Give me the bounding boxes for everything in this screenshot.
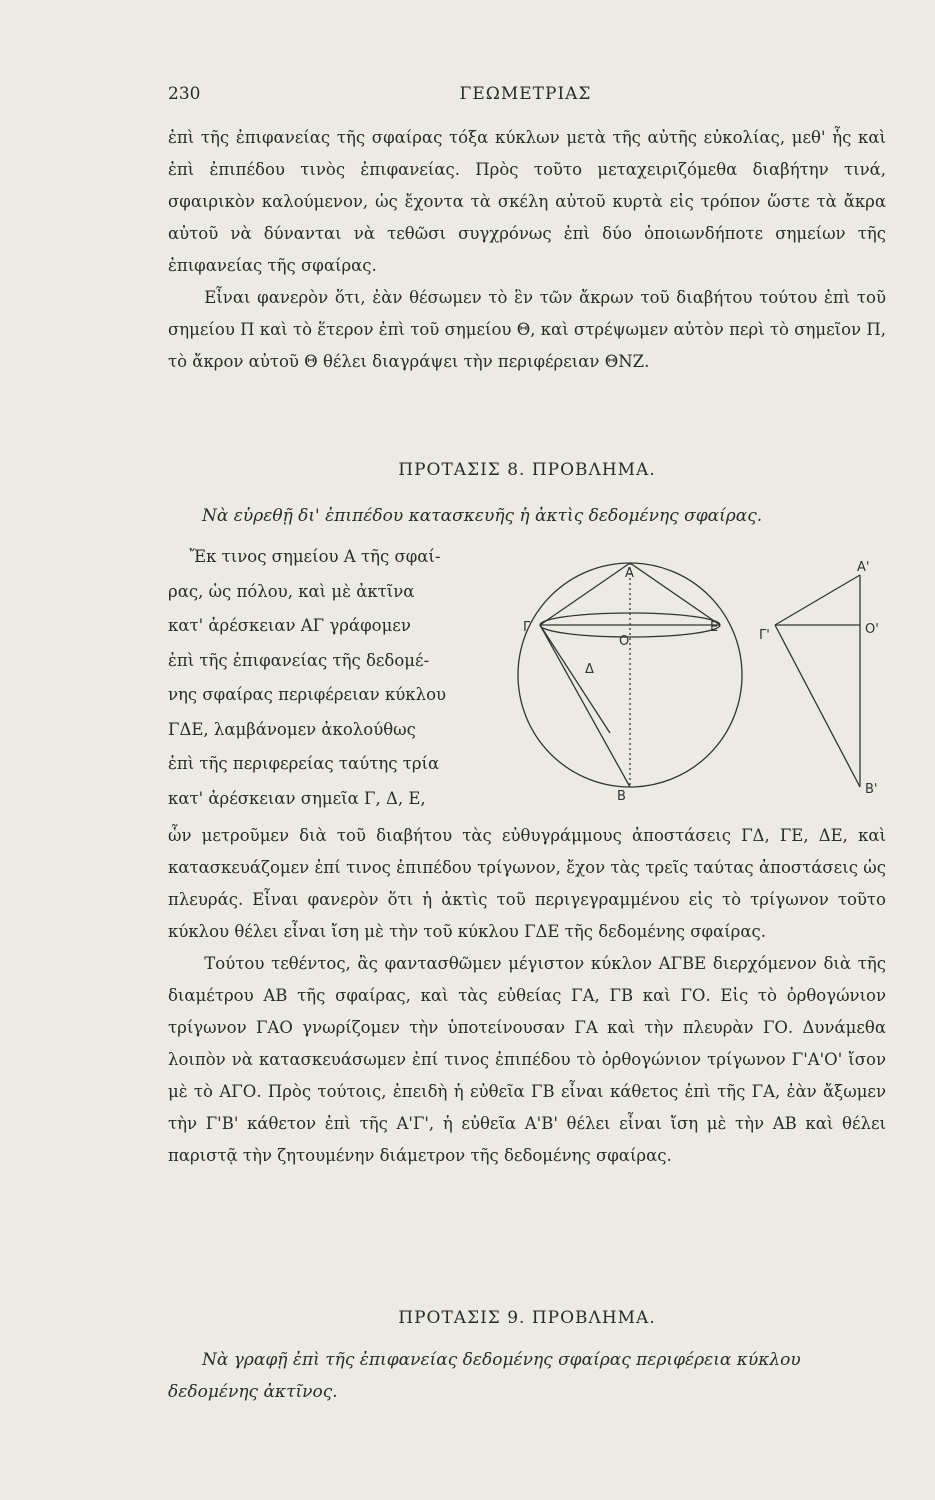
text-line: ρας, ὡς πόλου, καὶ μὲ ἀκτῖνα: [168, 581, 415, 601]
paragraph-1: ἐπὶ τῆς ἐπιφανείας τῆς σφαίρας τόξα κύκλων μετὰ τῆς αὐτῆς εὐκολίας, μεθ' ἧς καὶ ἐπὶ ἐπιπέδου τινὸς ἐπιφανείας. Πρὸς τοῦτο μεταχειριζόμεθα διαβήτην τινά, σφαιρικὸν καλούμενον, ὡς ἔχοντα τὰ σκέλη αὐτοῦ κυρτὰ εἰς τρόπον ὥστε τὰ ἄκρα αὐτοῦ νὰ δύνανται νὰ τεθῶσι συγχρόνως ἐπὶ δύο ὁποιωνδήποτε σημείων τῆς ἐπιφανείας τῆς σφαίρας.: [168, 128, 886, 275]
proposition-8-text-full: [168, 820, 886, 1172]
label-o: Ο: [619, 634, 630, 649]
line-gd: [540, 625, 610, 733]
paragraph-4: Τούτου τεθέντος, ἂς φαντασθῶμεν μέγιστον κύκλον ΑΓΒΕ διερχόμενον διὰ τῆς διαμέτρου ΑΒ τῆς σφαίρας, καὶ τὰς εὐθείας ΓΑ, ΓΒ καὶ ΓΟ. Εἰς τὸ ὀρθογώνιον τρίγωνον ΓΑΟ γνωρίζομεν τὴν ὑποτείνουσαν ΓΑ καὶ τὴν πλευρὰν ΓΟ. Δυνάμεθα λοιπὸν νὰ κατασκευάσωμεν ἐπί τινος ἐπιπέδου τὸ ὀρθογώνιον τρίγωνον Γ'Α'Ο' ἴσον μὲ τὸ ΑΓΟ. Πρὸς τούτοις, ἐπειδὴ ἡ εὐθεῖα ΓΒ εἶναι κάθετος ἐπὶ τῆς ΓΑ, ἐὰν ἄξωμεν τὴν Γ'Β' κάθετον ἐπὶ τῆς Α'Γ', ἡ εὐθεῖα Α'Β' θέλει εἶναι ἴση μὲ τὴν ΑΒ καὶ θέλει παριστᾷ τὴν ζητουμένην διάμετρον τῆς δεδομένης σφαίρας.: [168, 954, 886, 1165]
label-a: Α: [625, 566, 634, 581]
text-line: κατ' ἀρέσκειαν ΑΓ γράφομεν: [168, 616, 411, 635]
label-a-prime: Α': [857, 560, 870, 575]
proposition-8-statement: Νὰ εὑρεθῇ δι' ἐπιπέδου κατασκευῆς ἡ ἀκτὶς δεδομένης σφαίρας.: [202, 506, 763, 526]
line-a2g2: [775, 575, 860, 625]
proposition-9-heading: ΠΡΟΤΑΣΙΣ 9. ΠΡΟΒΛΗΜΑ.: [398, 1308, 656, 1328]
text-line: ἐπὶ τῆς περιφερείας ταύτης τρία: [168, 754, 440, 773]
paragraph-2: Εἶναι φανερὸν ὅτι, ἐὰν θέσωμεν τὸ ἓν τῶν ἄκρων τοῦ διαβήτου τούτου ἐπὶ τοῦ σημείου Π καὶ τὸ ἕτερον ἐπὶ τοῦ σημείου Θ, καὶ στρέψωμεν αὐτὸν περὶ τὸ σημεῖον Π, τὸ ἄκρον αὐτοῦ Θ θέλει διαγράψει τὴν περιφέρειαν ΘΝΖ.: [168, 288, 886, 371]
geometry-figure: [515, 555, 905, 820]
text-line: Ἔκ τινος σημείου Α τῆς σφαί-: [189, 547, 441, 566]
text-line: ΓΔΕ, λαμβάνομεν ἀκολούθως: [168, 719, 416, 739]
sphere-construction-diagram: [515, 555, 905, 820]
label-e: Ε: [710, 620, 719, 635]
label-b-prime: Β': [865, 782, 878, 797]
label-g: Γ: [523, 620, 531, 635]
page-number: 230: [168, 84, 201, 104]
label-d: Δ: [585, 662, 594, 677]
proposition-9-statement: Νὰ γραφῇ ἐπὶ τῆς ἐπιφανείας δεδομένης σφαίρας περιφέρεια κύκλου δεδομένης ἀκτῖνος.: [168, 1350, 801, 1402]
paragraph-3-continued: ὧν μετροῦμεν διὰ τοῦ διαβήτου τὰς εὐθυγράμμους ἀποστάσεις ΓΔ, ΓΕ, ΔΕ, καὶ κατασκευάζομεν ἐπί τινος ἐπιπέδου τρίγωνον, ἔχον τὰς τρεῖς ταύτας ἀποστάσεις ὡς πλευράς. Εἶναι φανερὸν ὅτι ἡ ἀκτὶς τοῦ περιγεγραμμένου εἰς τὸ τρίγωνον τοῦτο κύκλου θέλει εἶναι ἴση μὲ τὴν τοῦ κύκλου ΓΔΕ τῆς δεδομένης σφαίρας.: [168, 826, 886, 941]
proposition-8-heading: ΠΡΟΤΑΣΙΣ 8. ΠΡΟΒΛΗΜΑ.: [398, 460, 656, 480]
label-o-prime: Ο': [865, 622, 879, 637]
text-line: κατ' ἀρέσκειαν σημεῖα Γ, Δ, Ε,: [168, 788, 426, 808]
line-gb: [540, 625, 630, 787]
line-g2b2: [775, 625, 860, 787]
text-line: νης σφαίρας περιφέρειαν κύκλου: [168, 685, 447, 704]
proposition-8-text-left: [168, 540, 498, 816]
running-head: ΓΕΩΜΕΤΡΙΑΣ: [459, 84, 592, 104]
paragraph-compass: [168, 122, 886, 378]
label-b: Β: [617, 789, 626, 804]
label-g-prime: Γ': [759, 628, 770, 643]
page-header: [168, 84, 883, 114]
text-line: ἐπὶ τῆς ἐπιφανείας τῆς δεδομέ-: [168, 650, 430, 670]
